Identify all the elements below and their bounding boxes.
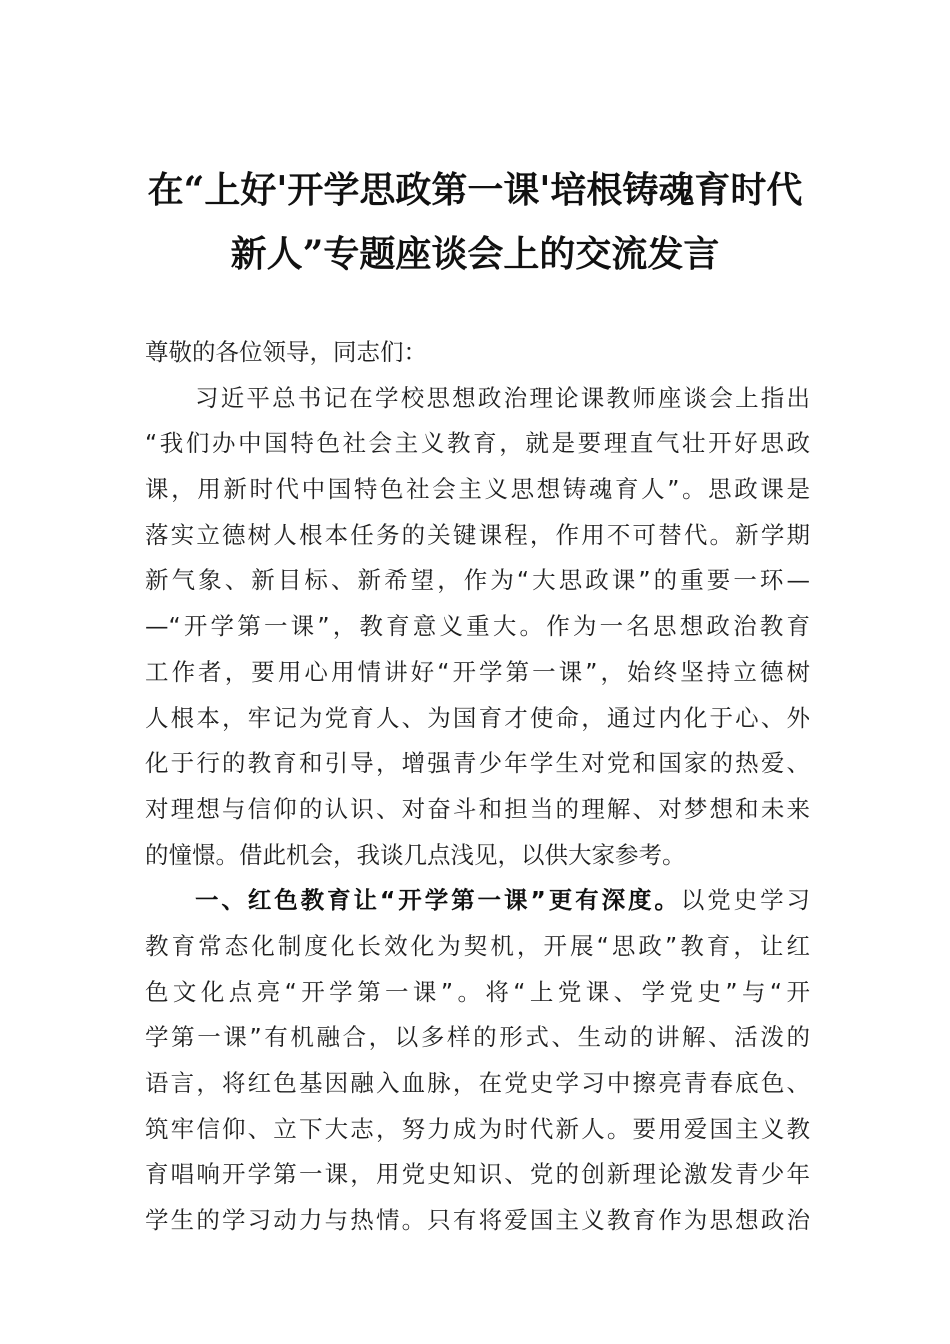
paragraph-line: 筑牢信仰、立下大志，努力成为时代新人。要用爱国主义教 — [145, 1114, 810, 1143]
paragraph-line: 习近平总书记在学校思想政治理论课教师座谈会上指出 — [195, 383, 810, 412]
paragraph-line: 的憧憬。借此机会，我谈几点浅见，以供大家参考。 — [145, 840, 686, 869]
section-1 — [145, 878, 810, 1244]
section-1-first-line — [145, 878, 810, 924]
paragraph-line: —“开学第一课”，教育意义重大。作为一名思想政治教育 — [145, 612, 810, 641]
paragraph-line: 化于行的教育和引导，增强青少年学生对党和国家的热爱、 — [145, 749, 810, 778]
paragraph-line: 课，用新时代中国特色社会主义思想铸魂育人”。思政课是 — [145, 475, 810, 504]
paragraph-line: 学第一课”有机融合，以多样的形式、生动的讲解、活泼的 — [145, 1023, 810, 1052]
paragraph-line: 色文化点亮“开学第一课”。将“上党课、学党史”与“开 — [145, 977, 810, 1006]
title-line-2: 新人”专题座谈会上的交流发言 — [230, 233, 720, 275]
paragraph-line: 新气象、新目标、新希望，作为“大思政课”的重要一环— — [145, 566, 810, 595]
paragraph-line: 语言，将红色基因融入血脉，在党史学习中擦亮青春底色、 — [145, 1069, 810, 1097]
paragraph-line: “我们办中国特色社会主义教育，就是要理直气壮开好思政 — [145, 429, 810, 458]
document-title — [120, 158, 830, 286]
section-1-heading: 一、红色教育让“开学第一课”更有深度。 — [195, 886, 681, 915]
paragraph-line: 对理想与信仰的认识、对奋斗和担当的理解、对梦想和未来 — [145, 794, 810, 823]
paragraph-line: 人根本，牢记为党育人、为国育才使命，通过内化于心、外 — [145, 703, 810, 732]
paragraph-line: 工作者，要用心用情讲好“开学第一课”，始终坚持立德树 — [145, 657, 810, 686]
paragraph-line: 落实立德树人根本任务的关键课程，作用不可替代。新学期 — [145, 520, 810, 549]
paragraph-line: 教育常态化制度化长效化为契机，开展“思政”教育，让红 — [145, 931, 810, 960]
paragraph-line: 育唱响开学第一课，用党史知识、党的创新理论激发青少年 — [145, 1160, 810, 1189]
title-line-1: 在“上好'开学思政第一课'培根铸魂育时代 — [147, 169, 803, 211]
paragraph-intro — [145, 376, 810, 879]
document-body — [145, 330, 810, 1244]
paragraph-line: 学生的学习动力与热情。只有将爱国主义教育作为思想政治 — [145, 1206, 810, 1235]
salutation: 尊敬的各位领导，同志们： — [145, 338, 427, 366]
section-1-lead-text: 以党史学习 — [680, 886, 810, 915]
